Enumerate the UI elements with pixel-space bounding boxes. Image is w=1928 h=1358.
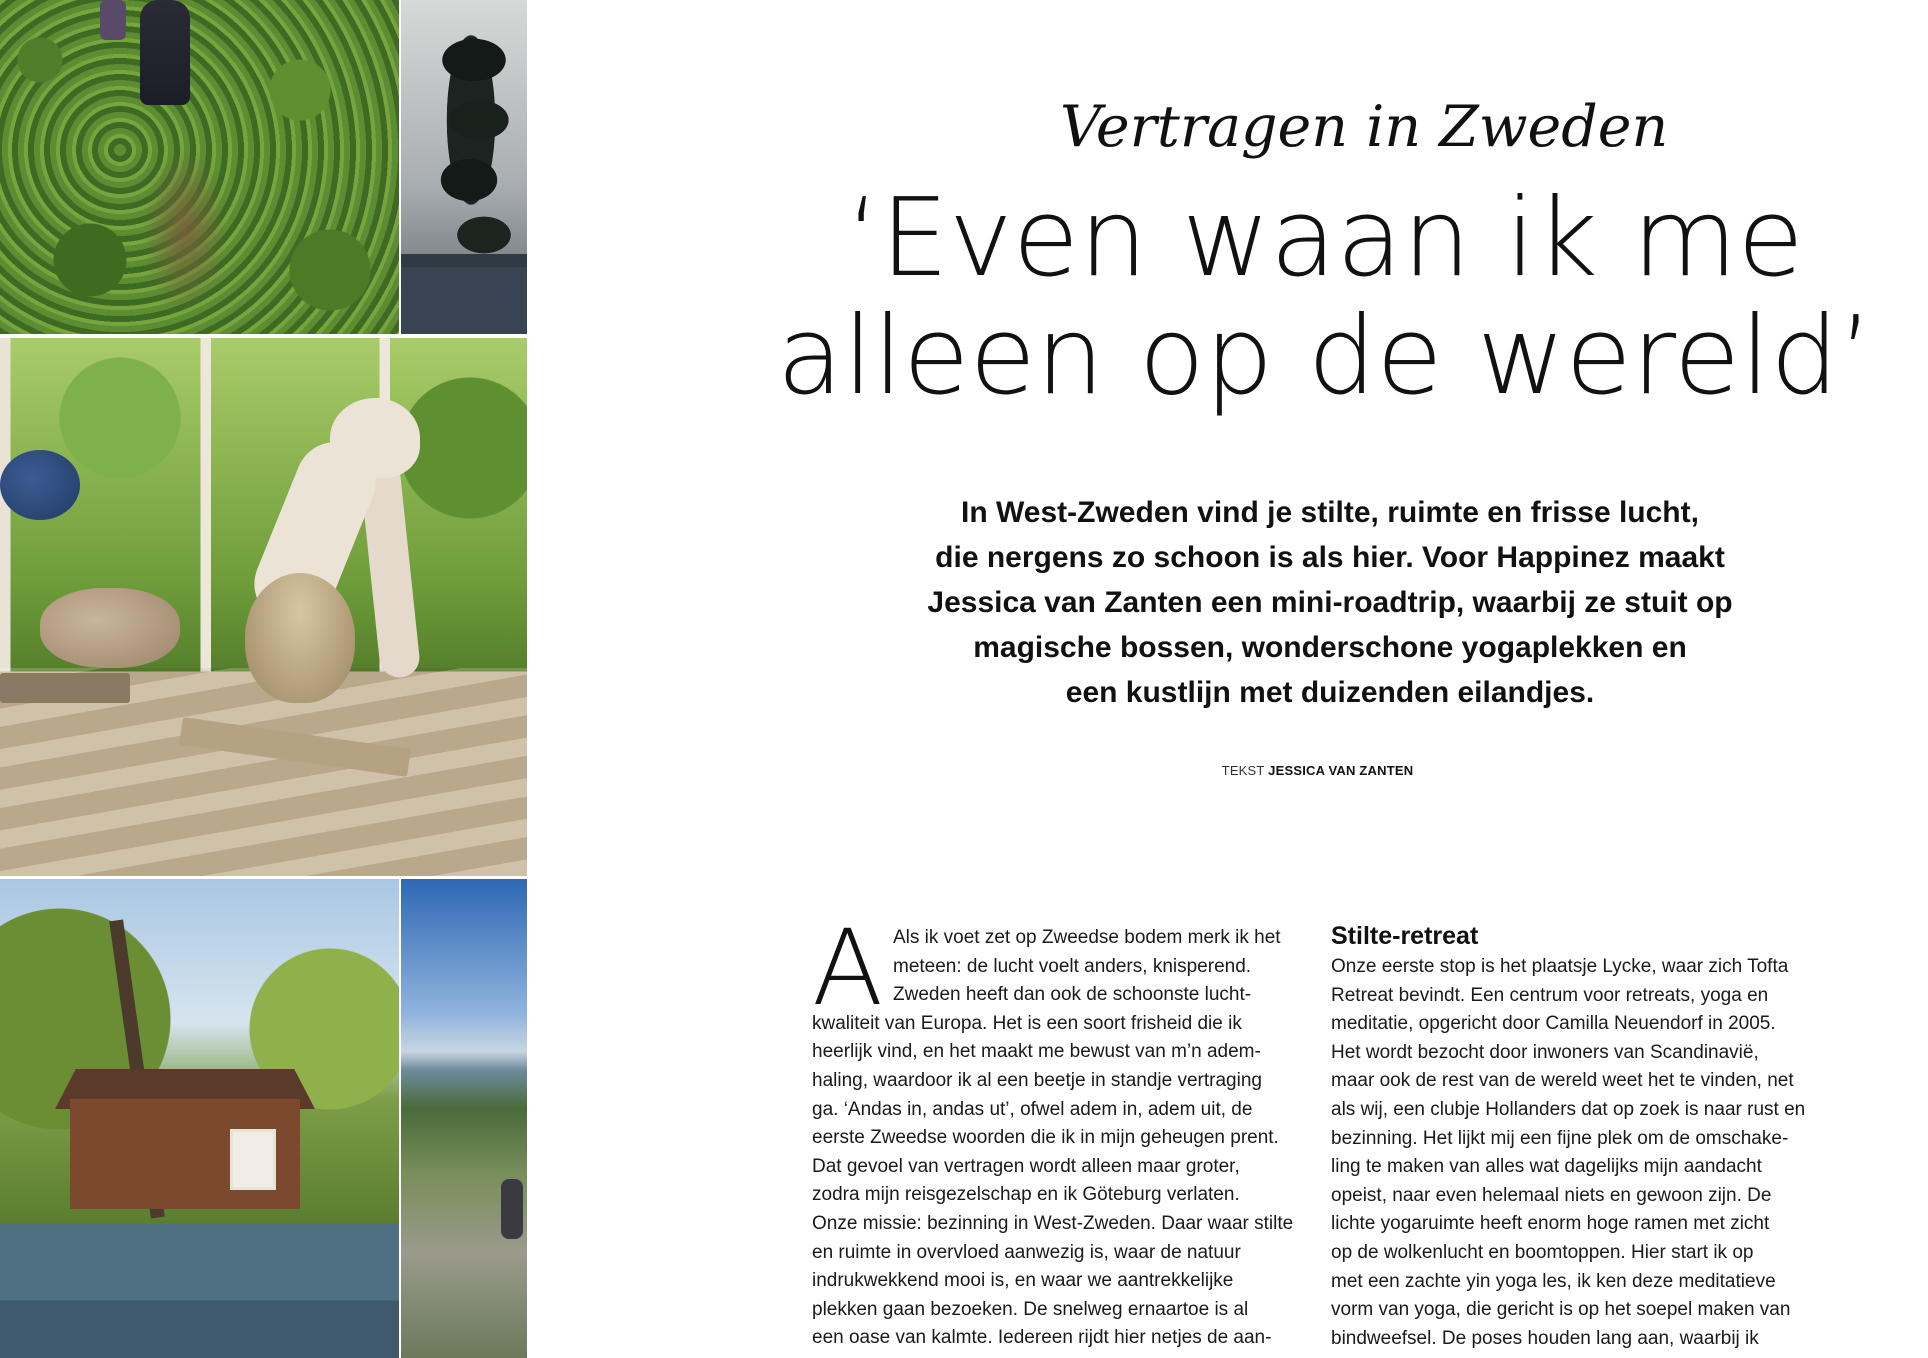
yoga-mat — [0, 673, 130, 703]
body-line: een oase van kalmte. Iedereen rijdt hier netjes de aan- — [812, 1327, 1272, 1349]
body-line: Als ik voet zet op Zweedse bodem merk ik het — [893, 927, 1281, 948]
credit-name: JESSICA VAN ZANTEN — [1268, 763, 1414, 778]
headline-line: alleen op de wereld’ — [776, 294, 1874, 419]
body-line: zodra mijn reisgezelschap en ik Göteburg verlaten. — [812, 1184, 1240, 1206]
photo-yoga-room — [0, 338, 527, 876]
body-line: eerste Zweedse woorden die ik in mijn geheugen prent. — [812, 1127, 1279, 1149]
body-line: indrukwekkend mooi is, en waar we aantrekkelijke — [812, 1270, 1234, 1292]
intro-line: Jessica van Zanten een mini-roadtrip, waarbij ze stuit op — [927, 586, 1733, 619]
body-line: op de wolkenlucht en boomtoppen. Hier start ik op — [1331, 1241, 1754, 1263]
intro-line: magische bossen, wonderschone yogaplekken en — [973, 631, 1687, 664]
body-line: bindweefsel. De poses houden lang aan, waarbij ik — [1331, 1327, 1759, 1349]
yoga-practitioner — [290, 398, 420, 758]
body-line: als wij, een clubje Hollanders dat op zoek is naar rust en — [1331, 1098, 1806, 1120]
article-headline — [735, 176, 1915, 419]
credit-label: TEKST — [1221, 763, 1265, 778]
body-line: Zweden heeft dan ook de schoonste lucht- — [893, 984, 1252, 1006]
body-line: en ruimte in overvloed aanwezig is, waar de natuur — [812, 1241, 1241, 1263]
body-line: ling te maken van alles wat dagelijks mijn aandacht — [1331, 1156, 1762, 1178]
photo-forest-path-hikers — [0, 0, 399, 334]
intro-line: In West-Zweden vind je stilte, ruimte en frisse lucht, — [961, 496, 1699, 529]
body-line: Dat gevoel van vertragen wordt alleen maar groter, — [812, 1155, 1240, 1177]
floor-cushion — [40, 588, 180, 668]
body-line: heerlijk vind, en het maakt me bewust van m’n adem- — [812, 1041, 1261, 1063]
photo-lake-pine-tree — [401, 0, 527, 334]
article-kicker: Vertragen in Zweden — [1060, 94, 1669, 160]
body-line: ga. ‘Andas in, andas ut’, ofwel adem in, adem uit, de — [812, 1098, 1253, 1120]
article-intro — [830, 490, 1830, 715]
yogi-hip — [330, 398, 420, 478]
body-line: vorm van yoga, die gericht is op het soepel maken van — [1331, 1299, 1791, 1321]
body-line: meteen: de lucht voelt anders, knisperend. — [893, 955, 1252, 977]
body-line: kwaliteit van Europa. Het is een soort frisheid die ik — [812, 1012, 1242, 1034]
body-line: meditatie, opgericht door Camilla Neuendorf in 2005. — [1331, 1013, 1776, 1035]
photo-cliff-view — [401, 879, 527, 1358]
hiker-figure — [100, 0, 126, 40]
bean-bag — [0, 450, 80, 520]
body-line: met een zachte yin yoga les, ik ken deze meditatieve — [1331, 1270, 1776, 1292]
hiker-figure — [140, 0, 190, 105]
headline-line: ‘Even waan ik me — [846, 176, 1804, 301]
body-line: Onze missie: bezinning in West-Zweden. Daar waar stilte — [812, 1212, 1294, 1234]
intro-line: een kustlijn met duizenden eilandjes. — [1065, 676, 1595, 709]
body-line: plekken gaan bezoeken. De snelweg ernaartoe is al — [812, 1298, 1249, 1320]
body-line: bezinning. Het lijkt mij een fijne plek om de omschake- — [1331, 1127, 1789, 1149]
body-line: maar ook de rest van de wereld weet het te vinden, net — [1331, 1070, 1794, 1092]
section-subhead: Stilte-retreat — [1331, 922, 1479, 950]
body-line: Onze eerste stop is het plaatsje Lycke, waar zich Tofta — [1331, 956, 1789, 977]
body-line: Het wordt bezocht door inwoners van Scandinavië, — [1331, 1041, 1759, 1063]
body-line: Retreat bevindt. Een centrum voor retreats, yoga en — [1331, 984, 1769, 1006]
body-line: opeist, naar even helemaal niets en gewoon zijn. De — [1331, 1184, 1772, 1206]
author-credit — [1130, 763, 1505, 778]
drop-cap: A — [812, 907, 884, 1029]
body-line: lichte yogaruimte heeft enorm hoge ramen met zicht — [1331, 1213, 1770, 1235]
hiker-figure — [501, 1179, 523, 1239]
body-column-1 — [812, 924, 1312, 1353]
yogi-hair — [245, 573, 355, 703]
body-column-2 — [1331, 922, 1831, 1353]
cabin-window — [230, 1129, 276, 1190]
intro-line: die nergens zo schoon is als hier. Voor Happinez maakt — [935, 541, 1725, 574]
pine-tree — [429, 20, 519, 260]
body-line: haling, waardoor ik al een beetje in standje vertraging — [812, 1069, 1262, 1091]
photo-cabin-pond — [0, 879, 399, 1358]
